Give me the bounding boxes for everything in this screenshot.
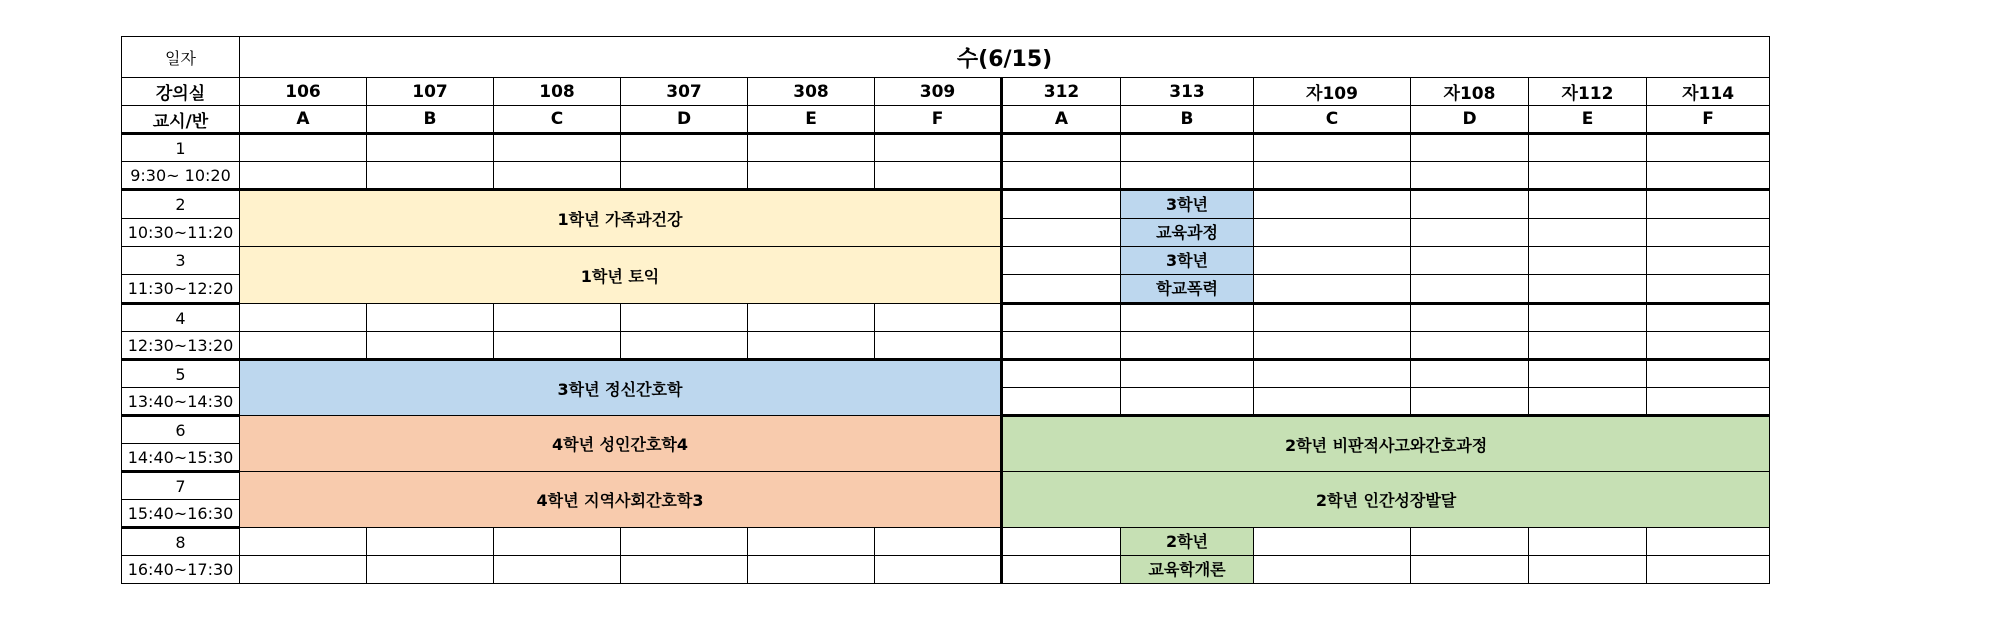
empty-cell [240, 304, 367, 332]
period-row [122, 190, 1770, 219]
period-number: 6 [122, 416, 240, 444]
event-block: 1학년 가족과건강 [240, 190, 1002, 247]
event-block-line2: 학교폭력 [1121, 275, 1254, 304]
period-number: 7 [122, 472, 240, 500]
empty-cell [1411, 528, 1529, 556]
empty-cell [240, 556, 367, 584]
empty-cell [1254, 528, 1411, 556]
empty-cell [1411, 247, 1529, 275]
empty-cell [748, 332, 875, 360]
class-header: A [1002, 106, 1121, 134]
event-block-line1: 2학년 [1121, 528, 1254, 556]
empty-cell [1529, 247, 1647, 275]
period-row [122, 360, 1770, 388]
class-header: A [240, 106, 367, 134]
empty-cell [1647, 134, 1770, 162]
period-number: 8 [122, 528, 240, 556]
class-header: E [1529, 106, 1647, 134]
empty-cell [1647, 190, 1770, 219]
event-block-line2: 교육학개론 [1121, 556, 1254, 584]
class-header: B [367, 106, 494, 134]
empty-cell [1254, 219, 1411, 247]
empty-cell [1002, 388, 1121, 416]
empty-cell [1647, 275, 1770, 304]
period-number: 2 [122, 190, 240, 219]
room-label: 강의실 [122, 78, 240, 106]
room-header: 자108 [1411, 78, 1529, 106]
empty-cell [1002, 275, 1121, 304]
period-row [122, 472, 1770, 500]
empty-cell [1121, 332, 1254, 360]
empty-cell [1529, 528, 1647, 556]
empty-cell [748, 162, 875, 190]
period-time: 15:40~16:30 [122, 500, 240, 528]
empty-cell [1254, 556, 1411, 584]
empty-cell [1121, 304, 1254, 332]
empty-cell [494, 556, 621, 584]
period-time: 16:40~17:30 [122, 556, 240, 584]
empty-cell [1411, 162, 1529, 190]
empty-cell [1002, 528, 1121, 556]
class-header: F [1647, 106, 1770, 134]
empty-cell [1002, 162, 1121, 190]
empty-cell [1002, 332, 1121, 360]
empty-cell [1529, 162, 1647, 190]
empty-cell [1002, 304, 1121, 332]
empty-cell [1647, 219, 1770, 247]
empty-cell [621, 162, 748, 190]
room-header: 자114 [1647, 78, 1770, 106]
event-block-line1: 3학년 [1121, 190, 1254, 219]
empty-cell [1529, 275, 1647, 304]
date-row [122, 37, 1770, 78]
event-block-line1: 3학년 [1121, 247, 1254, 275]
period-number: 3 [122, 247, 240, 275]
empty-cell [875, 528, 1002, 556]
empty-cell [1121, 388, 1254, 416]
empty-cell [1254, 388, 1411, 416]
period-number: 5 [122, 360, 240, 388]
empty-cell [494, 304, 621, 332]
period-number: 1 [122, 134, 240, 162]
empty-cell [1529, 304, 1647, 332]
empty-cell [1647, 304, 1770, 332]
class-header: E [748, 106, 875, 134]
period-time: 10:30~11:20 [122, 219, 240, 247]
empty-cell [748, 134, 875, 162]
empty-cell [1254, 162, 1411, 190]
empty-cell [367, 304, 494, 332]
event-block: 3학년 정신간호학 [240, 360, 1002, 416]
empty-cell [1121, 134, 1254, 162]
empty-cell [1254, 304, 1411, 332]
empty-cell [875, 134, 1002, 162]
empty-cell [240, 528, 367, 556]
empty-cell [494, 134, 621, 162]
empty-cell [1647, 162, 1770, 190]
event-block-line2: 교육과정 [1121, 219, 1254, 247]
period-number: 4 [122, 304, 240, 332]
room-header: 313 [1121, 78, 1254, 106]
empty-cell [1411, 219, 1529, 247]
period-row [122, 247, 1770, 275]
empty-cell [240, 162, 367, 190]
date-label: 일자 [122, 37, 240, 78]
empty-cell [1411, 388, 1529, 416]
room-header: 307 [621, 78, 748, 106]
empty-cell [1002, 219, 1121, 247]
period-row [122, 134, 1770, 162]
empty-cell [621, 528, 748, 556]
event-block: 4학년 성인간호학4 [240, 416, 1002, 472]
empty-cell [1002, 134, 1121, 162]
period-time-row [122, 556, 1770, 584]
empty-cell [240, 332, 367, 360]
empty-cell [494, 162, 621, 190]
room-header: 107 [367, 78, 494, 106]
empty-cell [1121, 360, 1254, 388]
empty-cell [367, 332, 494, 360]
empty-cell [1647, 360, 1770, 388]
empty-cell [1254, 360, 1411, 388]
room-header: 312 [1002, 78, 1121, 106]
empty-cell [875, 332, 1002, 360]
empty-cell [748, 528, 875, 556]
class-header: C [494, 106, 621, 134]
empty-cell [1647, 247, 1770, 275]
event-block: 4학년 지역사회간호학3 [240, 472, 1002, 528]
empty-cell [748, 556, 875, 584]
empty-cell [1254, 134, 1411, 162]
period-row [122, 528, 1770, 556]
empty-cell [367, 528, 494, 556]
room-row [122, 78, 1770, 106]
empty-cell [367, 162, 494, 190]
empty-cell [621, 134, 748, 162]
empty-cell [1529, 360, 1647, 388]
empty-cell [1002, 190, 1121, 219]
empty-cell [621, 556, 748, 584]
class-header: D [1411, 106, 1529, 134]
empty-cell [1411, 360, 1529, 388]
event-block: 1학년 토익 [240, 247, 1002, 304]
empty-cell [1254, 247, 1411, 275]
event-block: 2학년 비판적사고와간호과정 [1002, 416, 1770, 472]
room-header: 308 [748, 78, 875, 106]
class-header: F [875, 106, 1002, 134]
class-row [122, 106, 1770, 134]
empty-cell [1529, 388, 1647, 416]
empty-cell [1254, 190, 1411, 219]
empty-cell [367, 556, 494, 584]
period-time: 14:40~15:30 [122, 444, 240, 472]
empty-cell [1647, 388, 1770, 416]
empty-cell [1411, 134, 1529, 162]
empty-cell [1411, 304, 1529, 332]
event-block: 2학년 인간성장발달 [1002, 472, 1770, 528]
empty-cell [1254, 275, 1411, 304]
empty-cell [875, 162, 1002, 190]
period-row [122, 416, 1770, 444]
room-header: 108 [494, 78, 621, 106]
empty-cell [1529, 556, 1647, 584]
empty-cell [1647, 332, 1770, 360]
period-row [122, 304, 1770, 332]
schedule-table [121, 36, 1770, 584]
empty-cell [1411, 275, 1529, 304]
empty-cell [1002, 247, 1121, 275]
empty-cell [1529, 332, 1647, 360]
period-time-row [122, 332, 1770, 360]
empty-cell [1529, 190, 1647, 219]
room-header: 자112 [1529, 78, 1647, 106]
empty-cell [240, 134, 367, 162]
date-value: 수(6/15) [240, 37, 1770, 78]
empty-cell [1529, 219, 1647, 247]
empty-cell [748, 304, 875, 332]
empty-cell [875, 304, 1002, 332]
empty-cell [1002, 556, 1121, 584]
room-header: 309 [875, 78, 1002, 106]
class-header: B [1121, 106, 1254, 134]
empty-cell [1647, 528, 1770, 556]
empty-cell [494, 332, 621, 360]
room-header: 자109 [1254, 78, 1411, 106]
empty-cell [1529, 134, 1647, 162]
period-time: 12:30~13:20 [122, 332, 240, 360]
empty-cell [1254, 332, 1411, 360]
empty-cell [621, 332, 748, 360]
empty-cell [367, 134, 494, 162]
period-time: 11:30~12:20 [122, 275, 240, 304]
empty-cell [621, 304, 748, 332]
empty-cell [1411, 332, 1529, 360]
empty-cell [1121, 162, 1254, 190]
empty-cell [1647, 556, 1770, 584]
empty-cell [1411, 190, 1529, 219]
empty-cell [494, 528, 621, 556]
empty-cell [1411, 556, 1529, 584]
period-time-row [122, 162, 1770, 190]
room-header: 106 [240, 78, 367, 106]
empty-cell [1002, 360, 1121, 388]
period-time: 13:40~14:30 [122, 388, 240, 416]
empty-cell [875, 556, 1002, 584]
class-header: D [621, 106, 748, 134]
class-label: 교시/반 [122, 106, 240, 134]
period-time: 9:30~ 10:20 [122, 162, 240, 190]
class-header: C [1254, 106, 1411, 134]
